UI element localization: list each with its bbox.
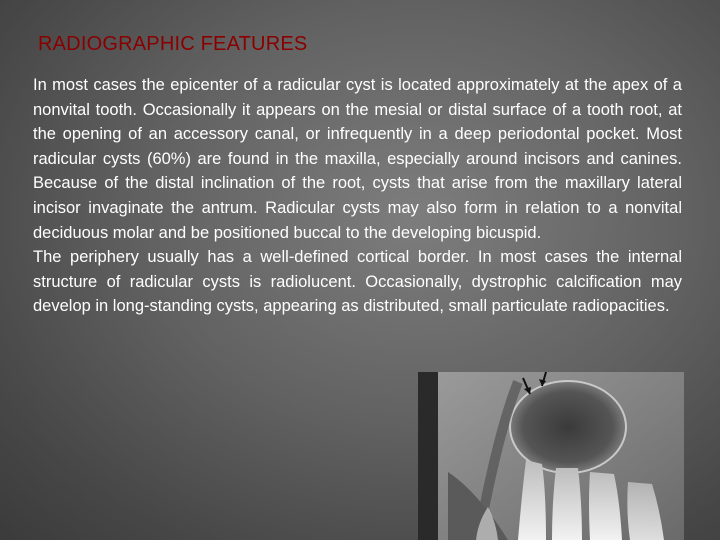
dental-radiograph-image — [418, 372, 684, 540]
paragraph-2: The periphery usually has a well-defined cortical border. In most cases the internal structure of radicular cysts is radiolucent. Occasionally, dystrophic calcification may develop in long-standing cysts, appearing as distributed, small particulate radiopacities. — [33, 248, 682, 316]
slide-title: RADIOGRAPHIC FEATURES — [38, 33, 308, 55]
paragraph-1: In most cases the epicenter of a radicular cyst is located approximately at the apex of a nonvital tooth. Occasionally it appears on the mesial or distal surface of a tooth root, at the opening of an accessory canal, or infrequently in a deep periodontal pocket. Most radicular cysts (60%) are found in the maxilla, especially around incisors and canines. Because of the distal inclination of the root, cysts that arise from the maxillary lateral incisor invaginate the antrum. Radicular cysts may also form in relation to a nonvital deciduous molar and be positioned buccal to the developing bicuspid. — [33, 76, 682, 242]
body-text — [33, 73, 682, 319]
dental-radiograph-icon — [418, 372, 684, 540]
